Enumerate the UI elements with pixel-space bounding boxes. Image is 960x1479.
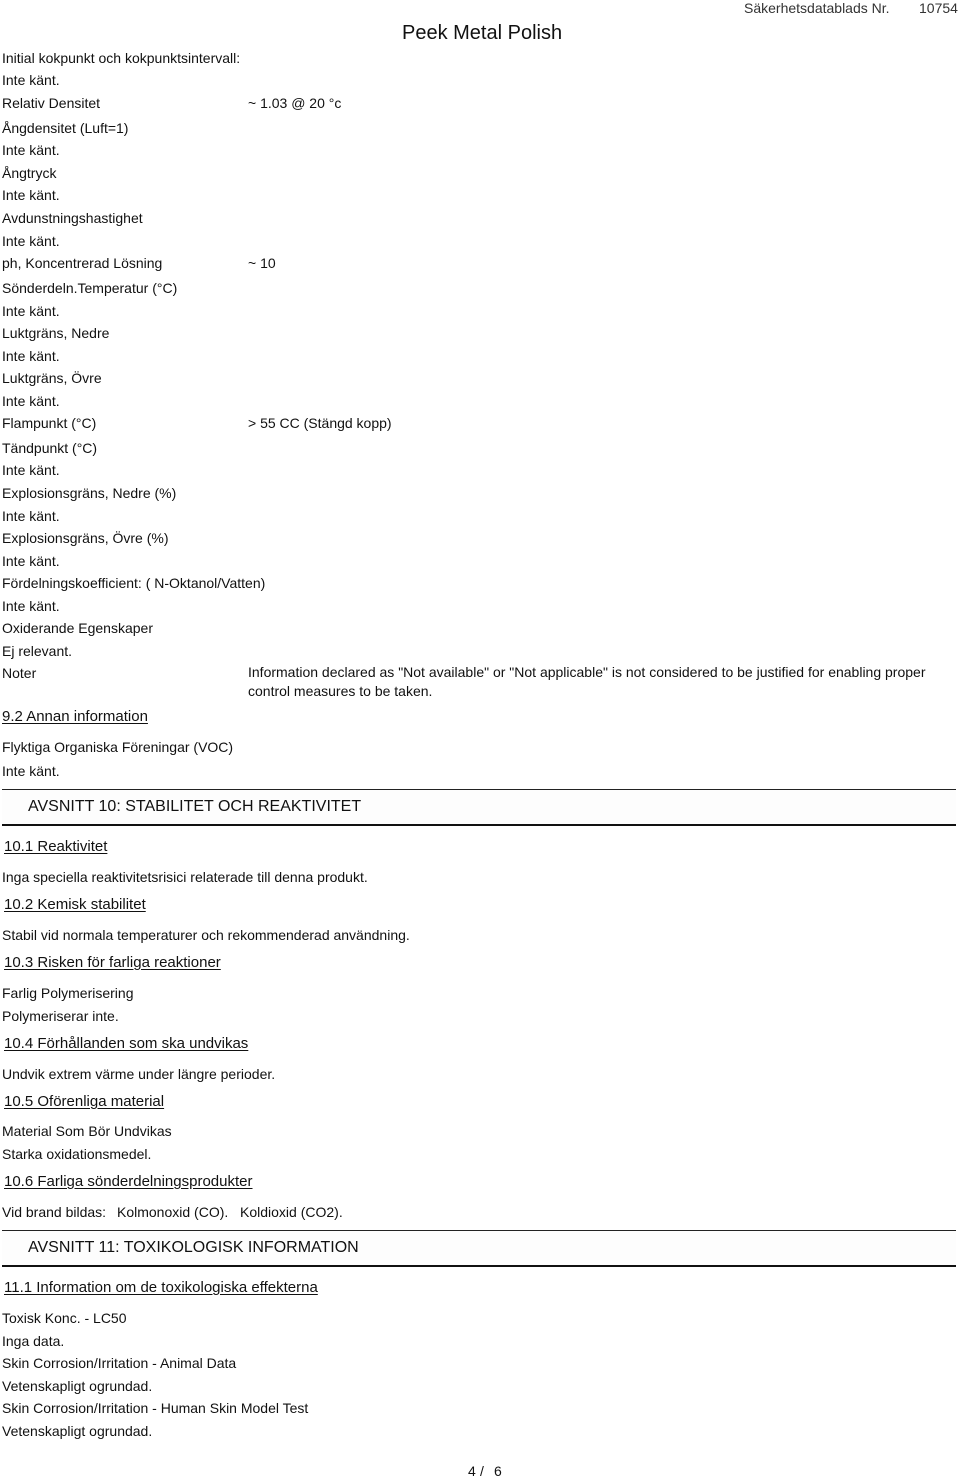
subsection-10-5-heading: 10.5 Oförenliga material: [4, 1093, 165, 1110]
prop-value: Inte känt.: [2, 348, 60, 364]
prop-value: ~ 10: [248, 255, 276, 271]
sds-number: 10754: [919, 0, 958, 16]
subsection-11-1-heading: 11.1 Information om de toxikologiska effekterna: [4, 1279, 318, 1296]
subsection-9-2-heading: 9.2 Annan information: [2, 708, 148, 725]
section-11-band: [2, 1230, 956, 1267]
prop-label: Luktgräns, Nedre: [2, 325, 110, 341]
tox-value: Vetenskapligt ogrundad.: [2, 1378, 153, 1394]
incompatible-text: Starka oxidationsmedel.: [2, 1146, 152, 1162]
page-current: 4: [468, 1463, 476, 1479]
polymerisation-text: Polymeriserar inte.: [2, 1008, 119, 1024]
avoid-conditions-text: Undvik extrem värme under längre perioder.: [2, 1066, 276, 1082]
prop-value: Inte känt.: [2, 508, 60, 524]
page-separator: /: [480, 1463, 484, 1479]
prop-label: Explosionsgräns, Övre (%): [2, 530, 169, 546]
section-10-title: AVSNITT 10: STABILITET OCH REAKTIVITET: [28, 798, 362, 815]
prop-value: ~ 1.03 @ 20 °c: [248, 95, 342, 111]
prop-label: Ångtryck: [2, 165, 57, 181]
product-title: Peek Metal Polish: [402, 22, 563, 44]
prop-value: Inte känt.: [2, 187, 60, 203]
prop-label: Explosionsgräns, Nedre (%): [2, 485, 177, 501]
subsection-10-4-heading: 10.4 Förhållanden som ska undvikas: [4, 1035, 249, 1052]
subsection-10-6-heading: 10.6 Farliga sönderdelningsprodukter: [4, 1173, 253, 1190]
decomposition-value-co: Kolmonoxid (CO).: [117, 1204, 229, 1220]
tox-value: Inga data.: [2, 1333, 65, 1349]
subsection-10-2-heading: 10.2 Kemisk stabilitet: [4, 896, 146, 913]
subsection-10-3-heading: 10.3 Risken för farliga reaktioner: [4, 954, 221, 971]
sds-label: Säkerhetsdatablads Nr.: [744, 0, 890, 16]
prop-label: Oxiderande Egenskaper: [2, 620, 153, 636]
prop-label: Avdunstningshastighet: [2, 210, 143, 226]
prop-label: Sönderdeln.Temperatur (°C): [2, 280, 178, 296]
tox-label: Skin Corrosion/Irritation - Human Skin Model Test: [2, 1400, 309, 1416]
voc-label: Flyktiga Organiska Föreningar (VOC): [2, 739, 234, 755]
incompatible-label: Material Som Bör Undvikas: [2, 1123, 172, 1139]
decomposition-value-co2: Koldioxid (CO2).: [240, 1204, 343, 1220]
prop-label: Luktgräns, Övre: [2, 370, 102, 386]
prop-value: Inte känt.: [2, 303, 60, 319]
prop-value: Inte känt.: [2, 393, 60, 409]
prop-label: Relativ Densitet: [2, 95, 101, 111]
prop-label: Tändpunkt (°C): [2, 440, 98, 456]
tox-value: Vetenskapligt ogrundad.: [2, 1423, 153, 1439]
reactivity-text: Inga speciella reaktivitetsrisici relaterade till denna produkt.: [2, 869, 368, 885]
prop-value: Inte känt.: [2, 233, 60, 249]
prop-label: Noter: [2, 665, 37, 681]
decomposition-label: Vid brand bildas:: [2, 1204, 107, 1220]
prop-label: Fördelningskoefficient: ( N-Oktanol/Vatten): [2, 575, 266, 591]
prop-label: ph, Koncentrerad Lösning: [2, 255, 163, 271]
voc-value: Inte känt.: [2, 763, 60, 779]
page-total: 6: [494, 1463, 502, 1479]
prop-value: Inte känt.: [2, 462, 60, 478]
prop-value: Ej relevant.: [2, 643, 73, 659]
subsection-10-1-heading: 10.1 Reaktivitet: [4, 838, 108, 855]
prop-label: Flampunkt (°C): [2, 415, 97, 431]
prop-value: Inte känt.: [2, 598, 60, 614]
section-11-title: AVSNITT 11: TOXIKOLOGISK INFORMATION: [28, 1239, 359, 1256]
section-10-band: [2, 789, 956, 826]
prop-value: Inte känt.: [2, 72, 60, 88]
prop-label: Ångdensitet (Luft=1): [2, 120, 129, 136]
tox-label: Toxisk Konc. - LC50: [2, 1310, 127, 1326]
prop-label: Initial kokpunkt och kokpunktsintervall:: [2, 50, 241, 66]
polymerisation-label: Farlig Polymerisering: [2, 985, 134, 1001]
prop-value: Inte känt.: [2, 553, 60, 569]
tox-label: Skin Corrosion/Irritation - Animal Data: [2, 1355, 237, 1371]
notes-text: Information declared as "Not available" or "Not applicable" is not considered to be justified for enabling proper control measures to be taken.: [248, 664, 926, 699]
stability-text: Stabil vid normala temperaturer och rekommenderad användning.: [2, 927, 410, 943]
prop-value: > 55 CC (Stängd kopp): [248, 415, 392, 431]
prop-value: Inte känt.: [2, 142, 60, 158]
